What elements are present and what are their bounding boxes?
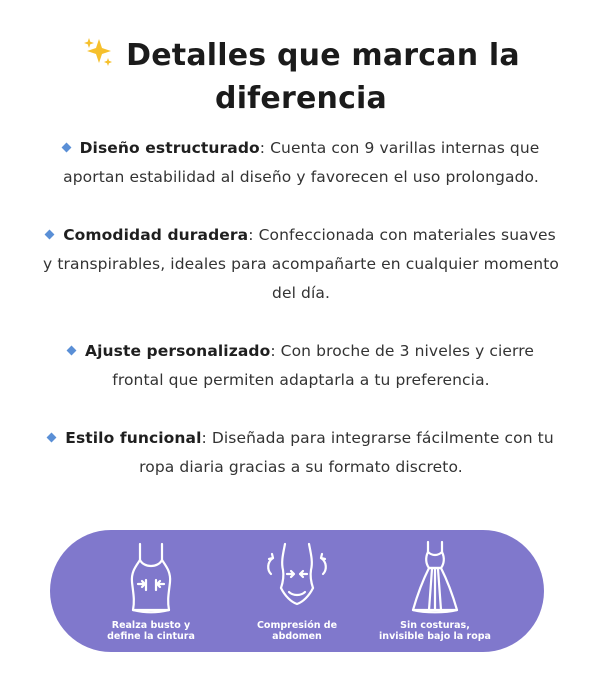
benefit-caption xyxy=(76,620,226,642)
sparkles-icon xyxy=(82,36,114,79)
dress-icon xyxy=(405,536,465,616)
feature-list xyxy=(40,134,562,482)
title-line-2: diferencia xyxy=(215,81,387,116)
feature-text: : Cuenta con 9 varillas internas que aportan estabilidad al diseño y favorecen el uso prolongado. xyxy=(63,139,540,186)
diamond-bullet-icon xyxy=(67,346,77,356)
title-line-1: Detalles que marcan la xyxy=(126,38,520,73)
diamond-bullet-icon xyxy=(47,433,57,443)
benefit-caption xyxy=(222,620,372,642)
diamond-bullet-icon xyxy=(45,230,55,240)
benefits-banner xyxy=(50,530,544,652)
feature-item xyxy=(40,221,562,308)
benefit-caption-line-1: Compresión de xyxy=(256,620,338,631)
feature-item xyxy=(40,134,562,192)
feature-label: Comodidad duradera xyxy=(63,226,249,244)
diamond-bullet-icon xyxy=(61,143,71,153)
feature-label: Diseño estructurado xyxy=(79,139,260,157)
benefit-caption-line-2: abdomen xyxy=(272,631,322,642)
benefit-caption xyxy=(360,620,510,642)
benefit-item xyxy=(222,530,372,652)
benefit-caption-line-2: define la cintura xyxy=(107,631,195,642)
shapewear-top-icon xyxy=(116,536,186,616)
waist-compression-icon xyxy=(257,536,337,616)
feature-item xyxy=(40,424,562,482)
benefit-caption-line-2: invisible bajo la ropa xyxy=(379,631,491,642)
benefit-item xyxy=(360,530,510,652)
feature-item xyxy=(40,337,562,395)
feature-text: : Con broche de 3 niveles y cierre frontal que permiten adaptarla a tu preferencia. xyxy=(112,342,535,389)
feature-label: Ajuste personalizado xyxy=(84,342,271,360)
feature-text: : Confeccionada con materiales suaves y transpirables, ideales para acompañarte en cualquier momento del día. xyxy=(43,226,559,302)
benefit-caption-line-1: Realza busto y xyxy=(111,620,191,631)
benefit-caption-line-1: Sin costuras, xyxy=(400,620,470,631)
feature-text: : Diseñada para integrarse fácilmente con tu ropa diaria gracias a su formato discreto. xyxy=(139,429,554,476)
page-title xyxy=(0,36,602,119)
benefit-item xyxy=(76,530,226,652)
feature-label: Estilo funcional xyxy=(65,429,202,447)
